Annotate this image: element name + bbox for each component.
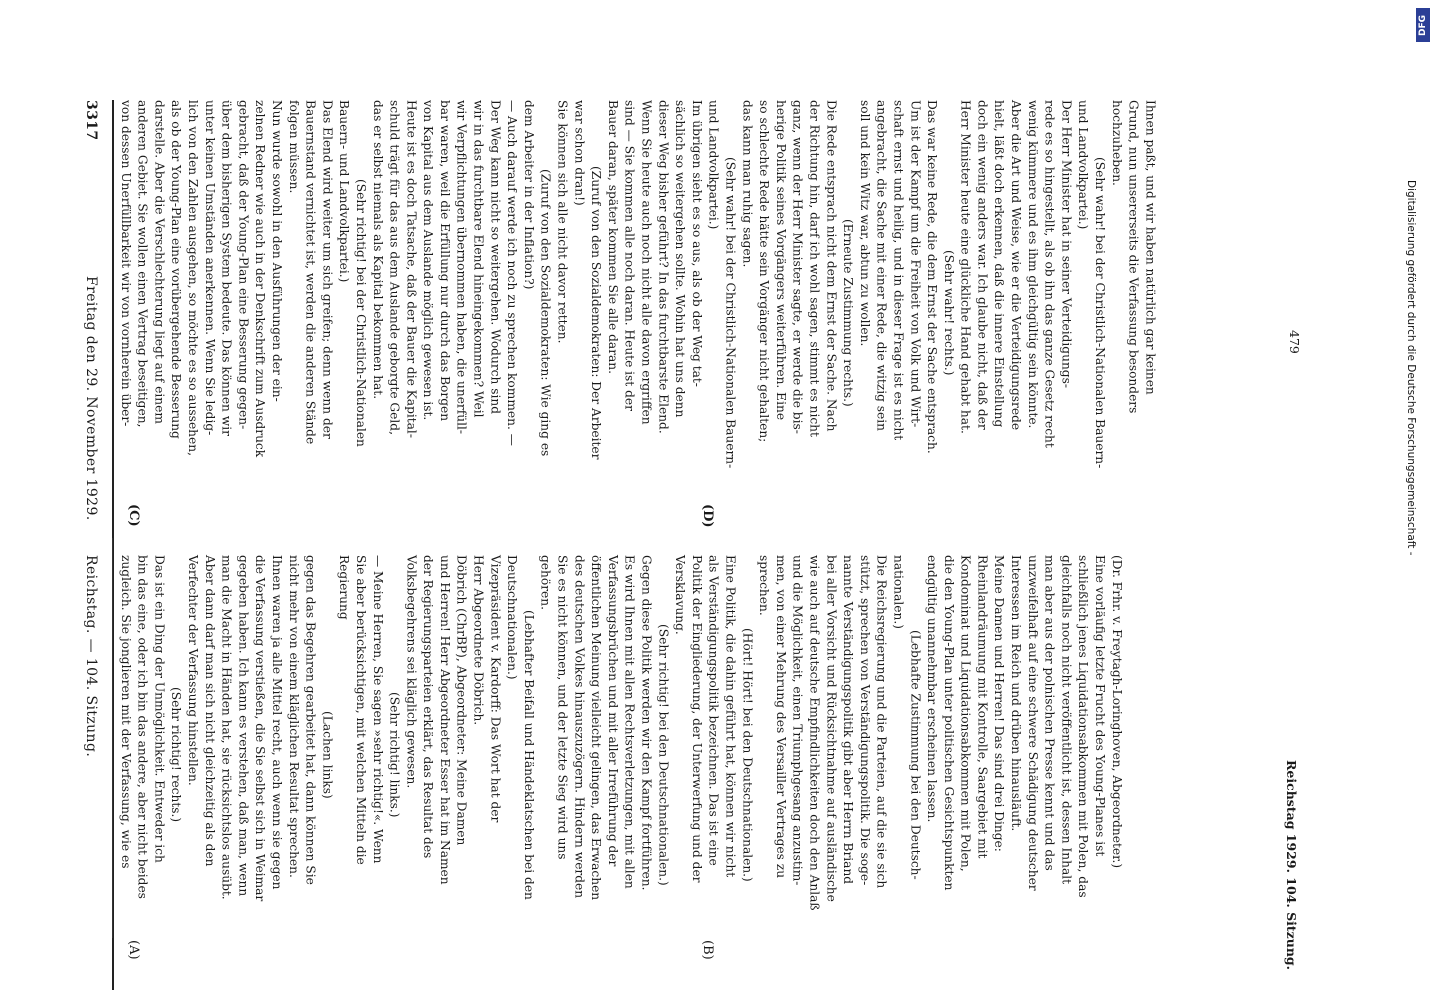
text-line: darstelle. Aber die Verschlechterung liegt auf einem: [152, 100, 167, 424]
text-line: Das Elend wird weiter um sich greifen; denn wenn der: [320, 100, 335, 439]
text-line: der Regierungsparteien erklärt, das Resultat des: [421, 555, 436, 859]
text-line: zugleich. Sie jonglieren mit der Verfassung, wie es: [118, 555, 133, 869]
text-line: gegen das Begehren gearbeitet hat, dann können Sie: [303, 555, 318, 885]
text-line: Herr Abgeordnete Döbrich.: [471, 555, 486, 726]
digitization-credit: Digitalisierung gefördert durch die Deutsche Forschungsgemeinschaft -: [1405, 180, 1417, 556]
text-line: doch ein wenig anders war. Ich glaube nicht, daß der: [975, 100, 990, 430]
text-line: gebracht, daß der Young-Plan eine Besserung gegen-: [236, 100, 251, 430]
margin-mark-d: (D): [700, 504, 715, 528]
text-line: Bauernstand vernichtet ist, werden die anderen Stände: [303, 100, 318, 445]
text-line: (Zuruf von den Sozialdemokraten: Wie ging es: [538, 168, 553, 457]
text-line: (Sehr richtig! bei den Deutschnationalen.): [656, 624, 671, 886]
text-line: anderen Gebiet. Sie wollen einen Vertrag beseitigen,: [135, 100, 150, 428]
text-line: Gegen diese Politik werden wir den Kampf fortführen.: [639, 555, 654, 891]
text-line: Aber dann darf man sich nicht gleichzeitig als den: [202, 555, 217, 867]
text-line: Herr Minister heute eine glückliche Hand gehabt hat.: [958, 100, 973, 434]
text-line: Es wird Ihnen mit allen Rechtsverletzungen, mit allen: [622, 555, 637, 889]
margin-mark-a: (A): [126, 940, 141, 960]
text-line: war schon dran!): [572, 100, 587, 206]
text-line: die den Young-Plan unter politischen Gesichtspunkten: [941, 555, 956, 891]
text-line: Sie es nicht können, und der letzte Sieg wird uns: [555, 555, 570, 860]
text-line: herige Politik seines Vorgängers weiterführen. Eine: [773, 100, 788, 421]
dfg-logo: DFG: [1416, 8, 1430, 42]
text-line: der Richtung hin, darf ich wohl sagen, stimmt es nicht: [807, 100, 822, 437]
text-line: nationalen.): [891, 555, 906, 629]
text-line: Eine vorläufig letzte Frucht des Young-Planes ist: [1093, 555, 1108, 857]
footer-left: Reichstag 1929. 104. Sitzung.: [1284, 760, 1299, 970]
text-line: (Erneute Zustimmung rechts.): [841, 218, 856, 407]
text-line: und Landvolkpartei.): [706, 100, 721, 230]
page-number: 3317: [83, 100, 99, 141]
text-line: hielt, läßt doch erkennen, daß die innere Einstellung: [992, 100, 1007, 428]
text-line: schaft ernst und heilig, und in dieser Frage ist es nicht: [891, 100, 906, 441]
text-line: bei aller Vorsicht und Rücksichtnahme auf ausländische: [824, 555, 839, 902]
text-column-left: [117, 555, 1125, 955]
text-line: Der Herr Minister hat in seiner Verteidigungs-: [1059, 100, 1074, 388]
text-line: Die Reichsregierung und die Parteien, auf die sie sich: [874, 555, 889, 889]
margin-mark-c: (C): [126, 504, 141, 527]
text-line: — Auch darauf werde ich noch zu sprechen kommen. —: [505, 100, 520, 446]
text-line: soll und kein Witz war, abtun zu wollen.: [857, 100, 872, 347]
text-line: Verfechter der Verfassung hinstellen.: [185, 555, 200, 786]
text-line: stützt, sprechen von Verständigungspolitik. Die soge-: [857, 555, 872, 886]
text-line: Meine Damen und Herren! Das sind drei Dinge:: [992, 555, 1007, 852]
text-line: Sie aber berücksichtigen, mit welchen Mitteln die: [353, 555, 368, 865]
text-line: lich von den Zahlen ausgehen, so möchte es so aussehen,: [185, 100, 200, 456]
page-header-left: Reichstag. — 104. Sitzung.: [83, 555, 99, 758]
text-line: (Lebhafter Beifall und Händeklatschen bei den: [521, 610, 536, 900]
text-line: (Zuruf von den Sozialdemokraten: Der Arbeiter: [589, 165, 604, 460]
text-line: Volksbegehrens sei kläglich gewesen.: [404, 555, 419, 789]
margin-mark-b: (B): [700, 940, 715, 960]
text-line: — Meine Herren, Sie sagen »sehr richtig!«. Wenn: [370, 555, 385, 864]
text-line: (Sehr richtig! rechts.): [169, 687, 184, 823]
text-line: Deutschnationalen.): [505, 555, 520, 680]
text-line: Das war keine Rede, die dem Ernst der Sache entsprach.: [925, 100, 940, 454]
text-line: wie auch auf deutsche Empfindlichkeiten doch den Anlaß: [807, 555, 822, 911]
text-line: Eine Politik, die dahin geführt hat, können wir nicht: [723, 555, 738, 878]
text-line: Sie können sich alle nicht davor retten.: [555, 100, 570, 344]
text-line: von dessen Unerfüllbarkeit wir von vornherein über-: [118, 100, 133, 427]
text-line: (Lebhafte Zustimmung bei den Deutsch-: [908, 630, 923, 880]
text-line: wenig kümmere und es ihm gleichgültig sein könnte.: [1025, 100, 1040, 429]
text-line: man aber aus der polnischen Presse kennt und das: [1042, 555, 1057, 871]
text-line: Das ist ein Ding der Unmöglichkeit. Entweder ich: [152, 555, 167, 863]
footer-page-signature: 479: [1287, 330, 1302, 354]
text-line: Aber die Art und Weise, wie er die Verteidigungsrede: [1009, 100, 1024, 431]
text-line: als Verständigungspolitik bezeichnen. Das ist eine: [706, 555, 721, 866]
text-line: (Dr. Frhr. v. Freytagh-Loringhoven, Abgeordneter.): [1109, 555, 1124, 869]
text-line: Kondominat und Liquidationsabkommen mit Polen,: [958, 555, 973, 872]
text-line: Der Weg kann nicht so weitergehen. Wodurch sind: [488, 100, 503, 415]
text-line: gleichfalls noch nicht veröffentlicht ist, dessen Inhalt: [1059, 555, 1074, 885]
text-line: unter keinen Umständen anerkennen. Wenn Sie ledig-: [202, 100, 217, 436]
text-line: Verfassungsbrüchen und mit aller Irreführung der: [605, 555, 620, 867]
text-line: Rheinlandräumung mit Kontrolle, Saargebiet mit: [975, 555, 990, 859]
text-line: Die Rede entsprach nicht dem Ernst der Sache. Nach: [824, 100, 839, 432]
text-line: des deutschen Volkes hinauszuzögern. Hindern werden: [572, 555, 587, 899]
text-line: (Sehr richtig! bei der Christlich-Nationalen: [353, 178, 368, 447]
text-line: Politik der Eingliederung, der Unterwerfung und der: [689, 555, 704, 883]
text-line: (Sehr wahr! rechts.): [941, 249, 956, 376]
text-line: bin das eine, oder ich bin das andere, aber nicht beides: [135, 555, 150, 899]
text-line: angebracht, die Sache mit einer Rede, die witzig sein: [874, 100, 889, 431]
text-line: Bauern- und Landvolkpartei.): [337, 100, 352, 283]
text-line: men, von einer Mehrung des Versailler Vertrages zu: [773, 555, 788, 879]
text-line: von Kapital aus dem Auslande möglich gewesen ist.: [421, 100, 436, 421]
text-line: die Verfassung verstießen, die Sie selbst sich in Weimar: [253, 555, 268, 902]
text-line: (Sehr richtig! links.): [387, 692, 402, 818]
text-line: das er selbst niemals als Kapital bekommen hat.: [370, 100, 385, 400]
text-line: dem Arbeiter in der Inflation?): [521, 100, 536, 290]
text-line: Nun wurde sowohl in den Ausführungen der ein-: [269, 100, 284, 402]
text-line: sind — Sie kommen alle noch daran. Heute ist der: [622, 100, 637, 411]
text-line: Regierung: [337, 555, 352, 620]
text-line: (Lachen links): [320, 711, 335, 799]
text-line: Versklavung.: [673, 555, 688, 635]
text-line: Vizepräsident v. Kardorff: Das Wort hat der: [488, 555, 503, 823]
text-line: dieser Weg bisher geführt? In das furchtbarste Elend.: [656, 100, 671, 434]
text-line: unzweifelhaft auf eine schwere Schädigung deutscher: [1025, 555, 1040, 891]
text-line: und die Möglichkeit, einen Triumphgesang anzustim-: [790, 555, 805, 886]
text-line: folgen müssen.: [286, 100, 301, 194]
text-line: bar waren, weil die Erfüllung nur durch das Borgen: [437, 100, 452, 422]
text-line: (Sehr wahr! bei der Christlich-Nationalen Bauern-: [723, 156, 738, 469]
text-line: Ihnen waren ja alle Mittel recht, auch wenn sie gegen: [269, 555, 284, 890]
text-line: so schlechte Rede hätte sein Vorgänger nicht gehalten;: [757, 100, 772, 443]
text-line: (Hört! Hört! bei den Deutschnationalen.): [740, 628, 755, 882]
text-line: Im übrigen sieht es so aus, als ob der Weg tat-: [689, 100, 704, 387]
text-line: Ihnen paßt, und wir haben natürlich gar keinen: [1143, 100, 1158, 395]
text-line: sprechen.: [757, 555, 772, 616]
text-line: und Landvolkpartei.): [1076, 100, 1091, 230]
text-line: schließlich jenes Liquidationsabkommen mit Polen, das: [1076, 555, 1091, 898]
text-line: als ob der Young-Plan eine vorübergehende Besserung: [169, 100, 184, 439]
text-line: öffentlichen Meinung vielleicht gelingen, das Erwachen: [589, 555, 604, 901]
text-line: wir in das furchtbare Elend hineingekommen? Weil: [471, 100, 486, 418]
text-line: Döbrich (ChrBP), Abgeordneter: Meine Damen: [454, 555, 469, 846]
text-line: hochzuheben.: [1109, 100, 1124, 186]
text-line: wir Verpflichtungen übernommen haben, die unerfüll-: [454, 100, 469, 435]
text-line: man die Macht in Händen hat, sie rücksichtslos ausübt.: [219, 555, 234, 900]
text-line: nannte Verständigungspolitik gibt aber Herrn Briand: [841, 555, 856, 885]
text-line: sächlich so weitergehen sollte. Wohin hat uns denn: [673, 100, 688, 418]
text-line: endgültig unannehmbar erscheinen lassen.: [925, 555, 940, 823]
text-line: das kann man ruhig sagen.: [740, 100, 755, 268]
text-line: Interessen im Reich und drüben hinausläuft.: [1009, 555, 1024, 832]
text-line: schuld trägt für das aus dem Auslande geborgte Geld,: [387, 100, 402, 435]
text-line: über dem bisherigen System bedeute. Das können wir: [219, 100, 234, 436]
text-line: Wenn Sie heute auch noch nicht alle davon ergriffen: [639, 100, 654, 425]
text-line: ganz, wenn der Herr Minister sagte, er werde die bis-: [790, 100, 805, 434]
text-line: Bauer daran, später kommen Sie alle daran.: [605, 100, 620, 375]
text-line: rede es so hingestellt, als ob ihn das ganze Gesetz recht: [1042, 100, 1057, 448]
text-line: Grund, nun unsererseits die Verfassung besonders: [1126, 100, 1141, 414]
text-line: und Herren! Herr Abgeordneter Esser hat im Namen: [437, 555, 452, 885]
text-line: nicht mehr von einem kläglichen Resultat sprechen.: [286, 555, 301, 878]
text-line: gehören.: [538, 555, 553, 610]
text-line: zelnen Redner wie auch in der Denkschrift zum Ausdruck: [253, 100, 268, 458]
text-line: Heute ist es doch Tatsache, daß der Bauer die Kapital-: [404, 100, 419, 438]
text-line: gegeben haben. Ich kann es verstehen, daß man, wenn: [236, 555, 251, 897]
column-divider: [112, 538, 113, 938]
text-line: (Sehr wahr! bei der Christlich-Nationalen Bauern-: [1093, 156, 1108, 469]
text-column-right: [117, 100, 1158, 525]
page-header-date: Freitag den 29. November 1929.: [83, 276, 99, 521]
text-line: Um ist der Kampf um die Freiheit von Volk und Wirt-: [908, 100, 923, 428]
